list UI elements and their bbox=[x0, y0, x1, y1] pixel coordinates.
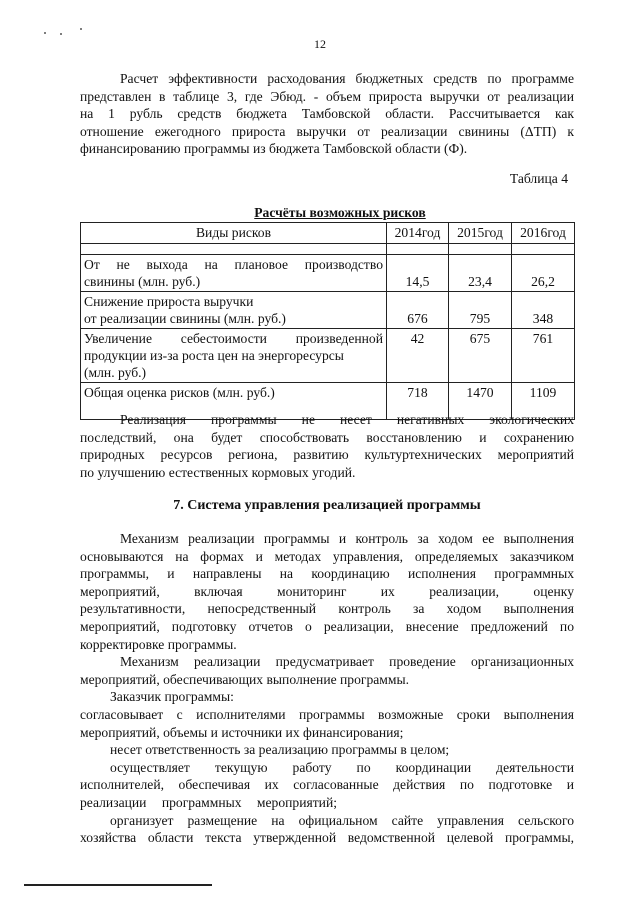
duty-line: мероприятий, объемы и источники их финансирования; bbox=[80, 724, 404, 740]
risk-label-line: продукции из-за роста цен на энергоресурсы bbox=[84, 348, 344, 363]
risk-label-line: (млн. руб.) bbox=[84, 365, 147, 380]
page-number: 12 bbox=[314, 37, 326, 51]
intro-line: финансированию программы из бюджета Тамбовской области (Ф). bbox=[80, 141, 468, 157]
risk-label-line: Увеличение себестоимости произведенной bbox=[84, 331, 383, 346]
paragraph-line: Механизм реализации предусматривает проведение организационных bbox=[120, 654, 574, 670]
paragraph-line: результативности, непосредственный контроль за ходом выполнения bbox=[80, 601, 574, 617]
value-2015: 795 bbox=[449, 292, 512, 329]
value-2016: 1109 bbox=[512, 383, 575, 420]
header-risk-types: Виды рисков bbox=[81, 223, 387, 244]
value-2014: 718 bbox=[387, 383, 449, 420]
duty-line: организует размещение на официальном сайте управления сельского bbox=[110, 812, 574, 828]
risk-label-line: От не выхода на плановое производство bbox=[84, 257, 383, 272]
value-2014: 14,5 bbox=[387, 255, 449, 292]
header-2015: 2015год bbox=[449, 223, 512, 244]
intro-line: представлен в таблице 3, где Эбюд. - объем прироста выручки от реализации bbox=[80, 88, 574, 104]
table-row bbox=[81, 292, 575, 329]
paragraph-line: последствий, она будет способствовать восстановлению и сохранению bbox=[80, 429, 574, 445]
table-title: Расчёты возможных рисков bbox=[254, 205, 426, 220]
table-header-row bbox=[81, 223, 575, 244]
paragraph-line: по улучшению естественных кормовых угодий. bbox=[80, 464, 356, 480]
risk-label-line: Общая оценка рисков (млн. руб.) bbox=[84, 385, 275, 400]
scan-specks bbox=[44, 28, 84, 38]
section-heading: 7. Система управления реализацией программы bbox=[173, 498, 481, 513]
footnote-rule bbox=[24, 884, 212, 886]
intro-line: на 1 рубль средств бюджета Тамбовской области. Рассчитывается как bbox=[80, 106, 574, 122]
duty-line: исполнителей, обеспечивая их согласованные действия по подготовке и bbox=[80, 777, 574, 793]
duty-line: согласовывает с исполнителями программы возможные сроки выполнения bbox=[80, 706, 574, 722]
risk-label bbox=[81, 329, 387, 383]
value-2015: 1470 bbox=[449, 383, 512, 420]
risk-table bbox=[80, 222, 575, 420]
intro-line: Расчет эффективности расходования бюджетных средств по программе bbox=[120, 71, 574, 86]
section-body bbox=[80, 530, 574, 847]
paragraph-line: мероприятий, включая мониторинг их реализации, оценку bbox=[80, 583, 574, 599]
value-2014: 676 bbox=[387, 292, 449, 329]
duty-line: реализации программных мероприятий; bbox=[80, 794, 338, 810]
value-2015: 23,4 bbox=[449, 255, 512, 292]
paragraph-line: Механизм реализации программы и контроль за ходом ее выполнения bbox=[120, 531, 574, 546]
risk-label bbox=[81, 292, 387, 329]
paragraph-line: программы, и направлены на координацию исполнения программных bbox=[80, 566, 574, 582]
risk-label-line: Снижение прироста выручки bbox=[84, 294, 254, 309]
value-2016: 26,2 bbox=[512, 255, 575, 292]
duty-line: хозяйства области текста утвержденной ведомственной целевой программы, bbox=[80, 830, 574, 846]
table-row bbox=[81, 329, 575, 383]
duty-line: несет ответственность за реализацию программы в целом; bbox=[110, 742, 450, 758]
value-2016: 348 bbox=[512, 292, 575, 329]
paragraph-line: мероприятий, обеспечивающих выполнение программы. bbox=[80, 671, 410, 687]
header-2016: 2016год bbox=[512, 223, 575, 244]
table-row bbox=[81, 255, 575, 292]
paragraph-line: корректировке программы. bbox=[80, 636, 237, 652]
intro-paragraph bbox=[80, 70, 574, 158]
duty-line: осуществляет текущую работу по координации деятельности bbox=[110, 759, 574, 775]
paragraph-line: природных ресурсов региона, развитию культуртехнических мероприятий bbox=[80, 447, 574, 463]
table-spacer-row bbox=[81, 244, 575, 255]
value-2016: 761 bbox=[512, 329, 575, 383]
risk-label bbox=[81, 255, 387, 292]
header-2014: 2014год bbox=[387, 223, 449, 244]
paragraph-line: основываются на формах и методах управления, определяемых заказчиком bbox=[80, 548, 574, 564]
value-2014: 42 bbox=[387, 329, 449, 383]
ecology-paragraph bbox=[80, 411, 574, 481]
value-2015: 675 bbox=[449, 329, 512, 383]
table-caption: Таблица 4 bbox=[509, 171, 568, 186]
risk-label-line: от реализации свинины (млн. руб.) bbox=[84, 311, 286, 326]
paragraph-line: мероприятий, подготовку отчетов о реализации, внесение предложений по bbox=[80, 618, 574, 634]
risk-label-line: свинины (млн. руб.) bbox=[84, 274, 201, 289]
customer-label: Заказчик программы: bbox=[110, 689, 234, 705]
paragraph-line: Реализация программы не несет негативных экологических bbox=[120, 412, 574, 427]
intro-line: отношение ежегодного прироста выручки от реализации свинины (ΔТП) к bbox=[80, 123, 574, 139]
